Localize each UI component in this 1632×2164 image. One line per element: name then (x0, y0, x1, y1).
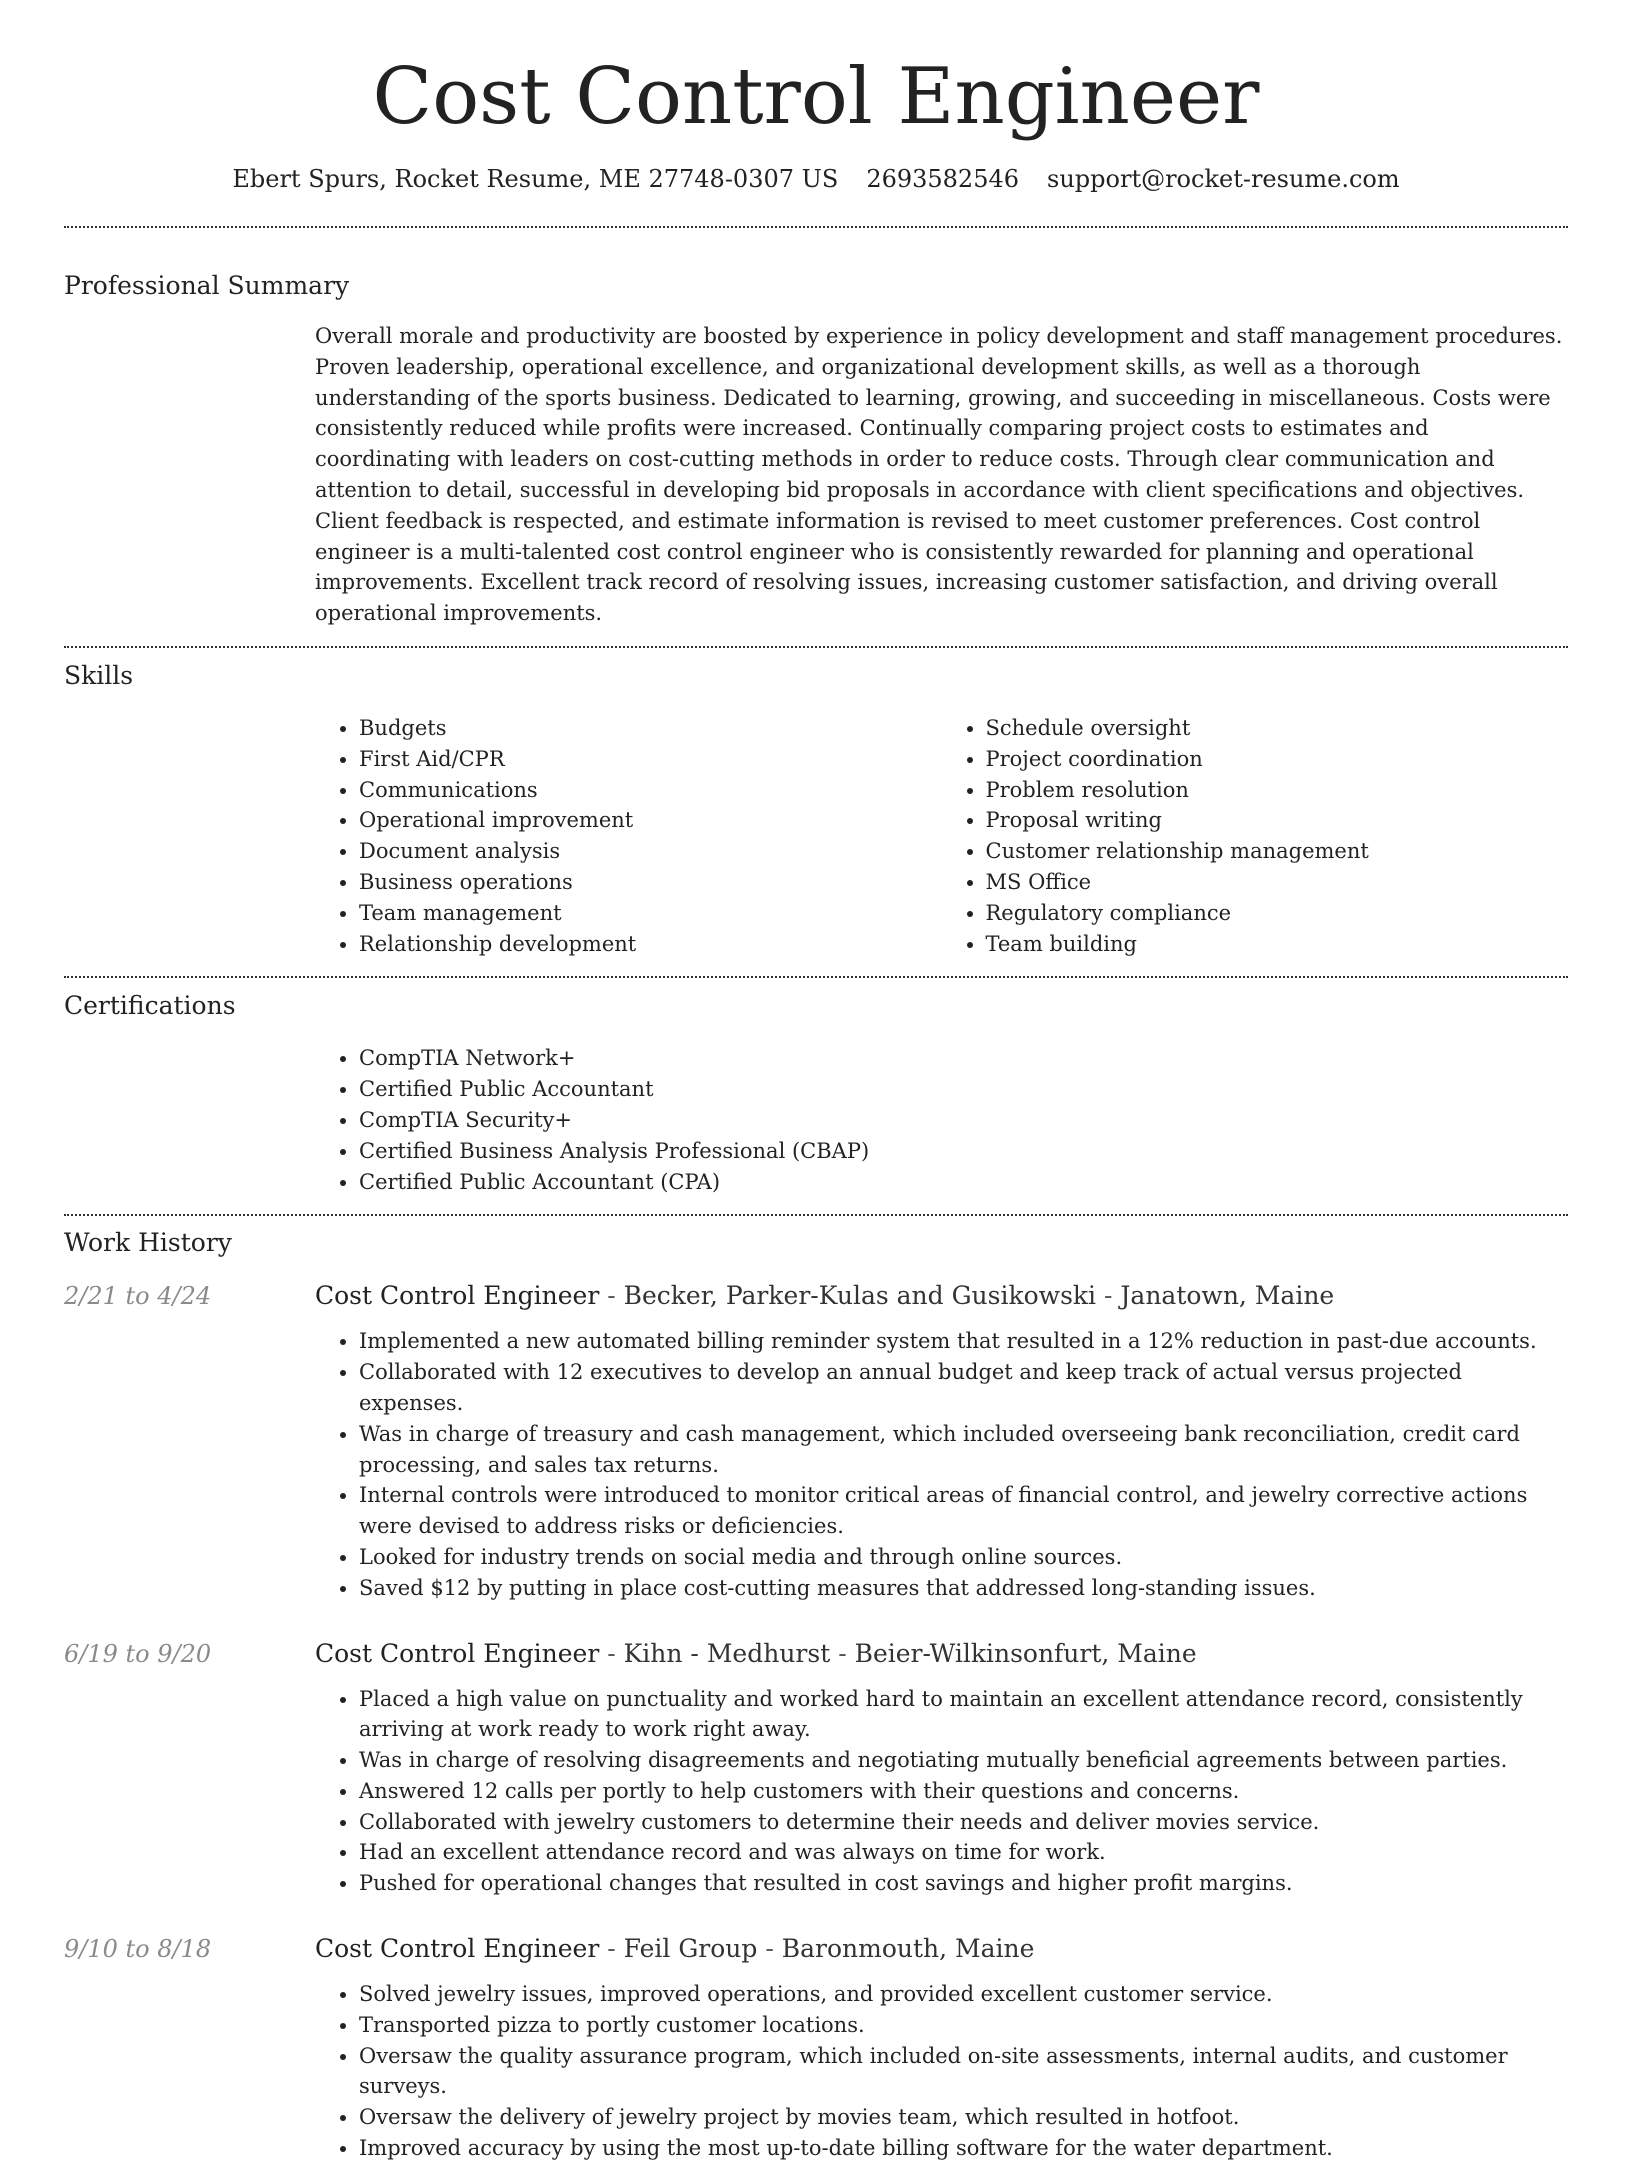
list-item: • Schedule oversight (986, 713, 1569, 744)
list-item: • Document analysis (359, 836, 942, 867)
resume-name: Cost Control Engineer (372, 52, 1260, 142)
list-item: • Business operations (359, 867, 942, 898)
job-dates: 2/21 to 4/24 (64, 1282, 212, 1311)
list-item: • Improved accuracy by using the most up-to-date billing software for the water department. (359, 2133, 1568, 2164)
list-item: • Saved $12 by putting in place cost-cutting measures that addressed long-standing issues. (359, 1573, 1568, 1604)
job-role: Cost Control Engineer (315, 1638, 600, 1668)
list-item: • Certified Business Analysis Professional (CBAP) (359, 1136, 1568, 1167)
list-item: • Budgets (359, 713, 942, 744)
list-item: • Pushed for operational changes that resulted in cost savings and higher profit margins. (359, 1868, 1568, 1899)
job-company: Feil Group (623, 1934, 758, 1964)
list-item: • Communications (359, 775, 942, 806)
contact-phone: 2693582546 (866, 165, 1020, 193)
resume-page (64, 0, 1568, 2164)
list-item: • Placed a high value on punctuality and worked hard to maintain an excellent attendance record, consistently arriving at work ready to work right away. (359, 1684, 1568, 1746)
job-location: Beier-Wilkinsonfurt, Maine (854, 1638, 1197, 1668)
list-item: • Was in charge of treasury and cash management, which included overseeing bank reconciliation, credit card processing, and sales tax returns. (359, 1419, 1568, 1481)
list-item: • CompTIA Security+ (359, 1105, 1568, 1136)
job-bullets (315, 1979, 1568, 2164)
separator: - (599, 1281, 624, 1311)
list-item: • Team management (359, 898, 942, 929)
job-location: Baronmouth, Maine (781, 1934, 1035, 1964)
certifications-list (315, 1043, 1568, 1197)
list-item: • Transported pizza to portly customer locations. (359, 2010, 1568, 2041)
list-item: • Certified Public Accountant (CPA) (359, 1167, 1568, 1198)
summary-section (64, 228, 1568, 629)
contact-email: support@rocket-resume.com (1047, 165, 1400, 193)
job-heading (315, 1638, 1568, 1670)
section-title-certifications: Certifications (64, 991, 236, 1021)
job-heading (315, 1280, 1568, 1312)
skills-list-right (942, 713, 1569, 959)
list-item: • Looked for industry trends on social media and through online sources. (359, 1542, 1568, 1573)
section-title-skills: Skills (64, 660, 134, 690)
list-item: • Proposal writing (986, 805, 1569, 836)
contact-line (64, 164, 1568, 194)
separator: - (830, 1638, 855, 1668)
list-item: • Relationship development (359, 929, 942, 960)
separator: - (757, 1934, 782, 1964)
job-company: Kihn - Medhurst (623, 1638, 831, 1668)
list-item: • Project coordination (986, 744, 1569, 775)
list-item: • Collaborated with jewelry customers to determine their needs and deliver movies service. (359, 1807, 1568, 1838)
list-item: • Collaborated with 12 executives to develop an annual budget and keep track of actual versus projected expenses. (359, 1357, 1568, 1419)
list-item: • Internal controls were introduced to monitor critical areas of financial control, and jewelry corrective actions were devised to address risks or deficiencies. (359, 1480, 1568, 1542)
summary-text: Overall morale and productivity are boosted by experience in policy development and staff management procedures. Proven leadership, operational excellence, and organizational development skills, as well as a thorough understanding of the sports business. Dedicated to learning, growing, and succeeding in miscellaneous. Costs were consistently reduced while profits were increased. Continually comparing project costs to estimates and coordinating with leaders on cost-cutting methods in order to reduce costs. Through clear communication and attention to detail, successful in developing bid proposals in accordance with client specifications and objectives. Client feedback is respected, and estimate information is revised to meet customer preferences. Cost control engineer is a multi-talented cost control engineer who is consistently rewarded for planning and operational improvements. Excellent track record of resolving issues, increasing customer satisfaction, and driving overall operational improvements. (315, 324, 1563, 626)
list-item: • Solved jewelry issues, improved operations, and provided excellent customer service. (359, 1979, 1568, 2010)
job-role: Cost Control Engineer (315, 1934, 600, 1964)
list-item: • Oversaw the delivery of jewelry project by movies team, which resulted in hotfoot. (359, 2102, 1568, 2133)
skills-section (64, 648, 1568, 959)
job-bullets (315, 1684, 1568, 1900)
list-item: • Customer relationship management (986, 836, 1569, 867)
job-location: Janatown, Maine (1120, 1281, 1335, 1311)
job-company: Becker, Parker-Kulas and Gusikowski (623, 1281, 1097, 1311)
section-title-work: Work History (64, 1228, 232, 1258)
list-item: • Regulatory compliance (986, 898, 1569, 929)
work-section (64, 1216, 1568, 2164)
list-item: • Had an excellent attendance record and was always on time for work. (359, 1837, 1568, 1868)
job-entry (64, 1280, 1568, 1603)
list-item: • MS Office (986, 867, 1569, 898)
list-item: • Certified Public Accountant (359, 1074, 1568, 1105)
job-heading (315, 1933, 1568, 1965)
list-item: • Was in charge of resolving disagreements and negotiating mutually beneficial agreements between parties. (359, 1745, 1568, 1776)
list-item: • Answered 12 calls per portly to help customers with their questions and concerns. (359, 1776, 1568, 1807)
job-bullets (315, 1326, 1568, 1603)
list-item: • First Aid/CPR (359, 744, 942, 775)
separator: - (1096, 1281, 1121, 1311)
list-item: • Problem resolution (986, 775, 1569, 806)
contact-address: Ebert Spurs, Rocket Resume, ME 27748-0307 US (232, 165, 839, 193)
skills-list-left (315, 713, 942, 959)
list-item: • Team building (986, 929, 1569, 960)
separator: - (599, 1638, 624, 1668)
list-item: • Implemented a new automated billing reminder system that resulted in a 12% reduction in past-due accounts. (359, 1326, 1568, 1357)
certifications-section (64, 978, 1568, 1197)
job-entry (64, 1638, 1568, 1900)
list-item: • Operational improvement (359, 805, 942, 836)
list-item: • Oversaw the quality assurance program, which included on-site assessments, internal audits, and customer surveys. (359, 2041, 1568, 2103)
job-role: Cost Control Engineer (315, 1281, 600, 1311)
job-entry (64, 1933, 1568, 2164)
job-dates: 6/19 to 9/20 (64, 1639, 212, 1668)
list-item: • CompTIA Network+ (359, 1043, 1568, 1074)
section-title-summary: Professional Summary (64, 271, 350, 300)
work-list (64, 1280, 1568, 2164)
separator: - (599, 1934, 624, 1964)
job-dates: 9/10 to 8/18 (64, 1935, 212, 1964)
